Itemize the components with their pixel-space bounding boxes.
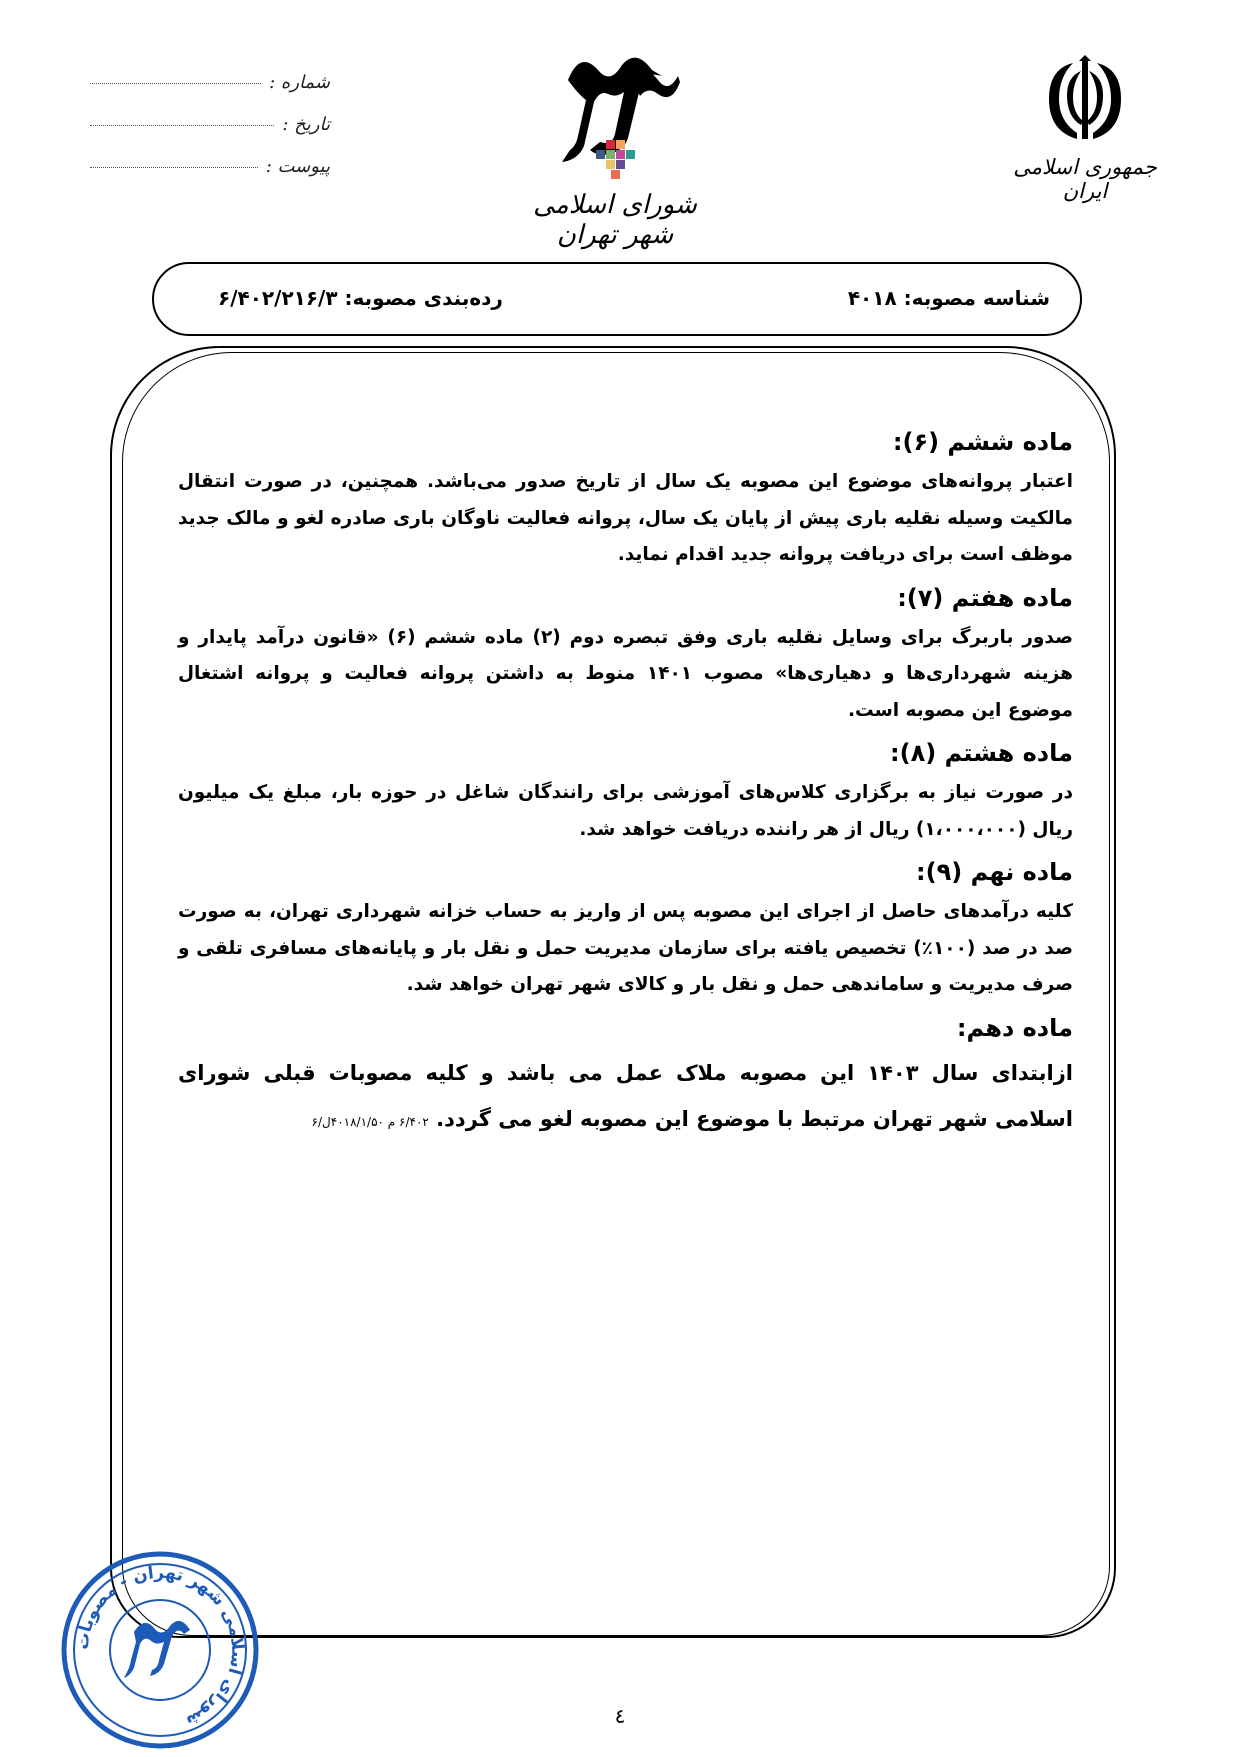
- page-number: ٤: [614, 1704, 626, 1728]
- article-6: [178, 428, 1073, 574]
- council-caption: شورای اسلامی شهر تهران: [533, 190, 697, 250]
- article-8: [178, 739, 1073, 848]
- article-9: [178, 858, 1073, 1004]
- field-attachment-line: [90, 166, 258, 168]
- article-title: ماده هفتم (۷):: [897, 583, 1073, 612]
- reference-code: ۶/۴۰۲ م ۴۰۱۸/۱/۵۰ل/۶: [311, 1114, 429, 1129]
- article-title: ماده ششم (۶):: [892, 428, 1073, 456]
- article-body-text: ازابتدای سال ۱۴۰۳ این مصوبه ملاک عمل می باشد و کلیه مصوبات قبلی شورای اسلامی شهر تهران مرتبط با موضوع این مصوبه لغو می گردد.: [178, 1060, 1073, 1131]
- article-title: ماده هشتم (۸):: [890, 739, 1073, 767]
- article-body: اعتبار پروانه‌های موضوع این مصوبه یک سال از تاریخ صدور می‌باشد. همچنین، در صورت انتقال مالکیت وسیله نقلیه باری پیش از پایان یک سال، پروانه فعالیت ناوگان باری صادره لغو و مالک جدید موظف است برای دریافت پروانه جدید اقدام نماید.: [178, 471, 1073, 565]
- field-date-label: تاریخ :: [282, 114, 330, 135]
- article-title: ماده نهم (۹):: [916, 858, 1073, 886]
- field-date: [90, 114, 330, 156]
- iran-emblem-icon: [1037, 55, 1133, 145]
- article-title: ماده دهم:: [956, 1013, 1073, 1042]
- resolution-header: [152, 262, 1082, 336]
- republic-emblem: [990, 55, 1180, 203]
- resolution-id: شناسه مصوبه: ۴۰۱۸: [847, 286, 1050, 310]
- field-attachment-label: پیوست :: [265, 156, 330, 177]
- field-number: [90, 72, 330, 114]
- resolution-classification: رده‌بندی مصوبه: ۶/۴۰۲/۲۱۶/۳: [218, 286, 503, 310]
- registry-fields: [90, 72, 330, 198]
- field-attachment: [90, 156, 330, 198]
- field-number-label: شماره :: [269, 72, 330, 93]
- article-10: [178, 1014, 1073, 1145]
- council-logo-icon: [540, 50, 690, 190]
- articles: [178, 428, 1073, 1155]
- field-date-line: [90, 124, 274, 126]
- official-seal: [58, 1548, 263, 1753]
- article-body: [178, 1050, 1073, 1145]
- article-body: کلیه درآمدهای حاصل از اجرای این مصوبه پس از واریز به حساب خزانه شهرداری تهران، به صورت صد در صد (۱۰۰٪) تخصیص یافته برای سازمان مدیریت حمل و نقل بار و پایانه‌های مسافری تلقی و صرف مدیریت و ساماندهی حمل و نقل بار و کالای شهر تهران خواهد شد.: [178, 901, 1073, 995]
- article-7: [178, 584, 1073, 730]
- republic-caption: جمهوری اسلامی ایران: [1013, 155, 1157, 203]
- seal-icon: [58, 1548, 263, 1753]
- council-logo: [510, 50, 720, 250]
- article-body: در صورت نیاز به برگزاری کلاس‌های آموزشی برای رانندگان شاغل در حوزه بار، مبلغ یک میلیون ریال (۱،۰۰۰،۰۰۰) ریال از هر راننده دریافت خواهد شد.: [178, 782, 1073, 840]
- field-number-line: [90, 82, 261, 84]
- seal-text: شورای اسلامی شهر تهران - مصوبات: [72, 1562, 248, 1732]
- article-body: صدور باربرگ برای وسایل نقلیه باری وفق تبصره دوم (۲) ماده ششم (۶) «قانون درآمد پایدار و هزینه شهرداری‌ها و دهیاری‌ها» مصوب ۱۴۰۱ منوط به داشتن پروانه فعالیت و پروانه اشتغال موضوع این مصوبه است.: [178, 626, 1073, 721]
